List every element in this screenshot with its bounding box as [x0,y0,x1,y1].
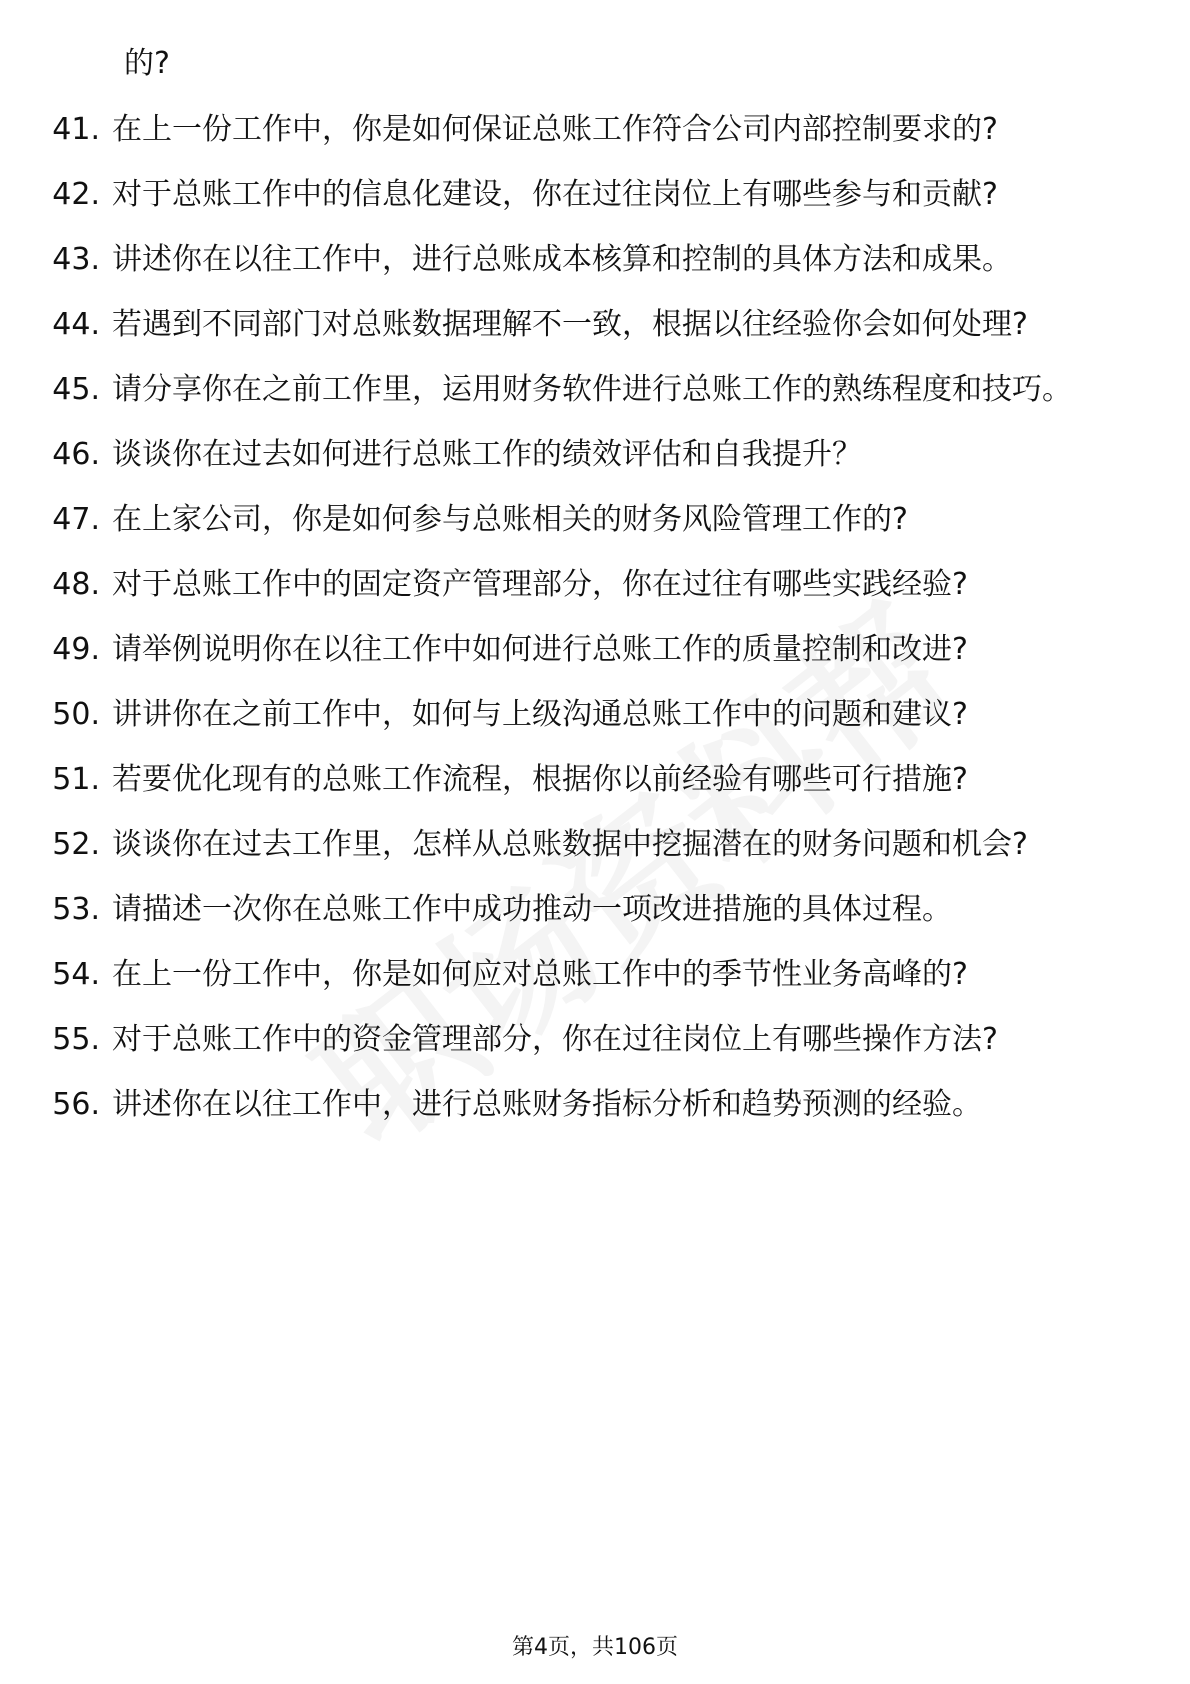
question-number: 44. [52,307,100,342]
question-list [0,110,1190,1150]
question-item [0,955,1190,995]
question-number: 43. [52,242,100,277]
question-item [0,890,1190,930]
question-text: 在上一份工作中，你是如何应对总账工作中的季节性业务高峰的? [112,957,968,992]
question-number: 49. [52,632,100,667]
question-item [0,370,1190,410]
question-item [0,1020,1190,1060]
question-text: 讲述你在以往工作中，进行总账成本核算和控制的具体方法和成果。 [112,242,1012,277]
question-item [0,695,1190,735]
question-number: 47. [52,502,100,537]
question-item [0,825,1190,865]
question-text: 讲讲你在之前工作中，如何与上级沟通总账工作中的问题和建议? [112,697,968,732]
question-item [0,435,1190,475]
question-item [0,630,1190,670]
question-number: 52. [52,827,100,862]
question-item [0,500,1190,540]
question-text: 请举例说明你在以往工作中如何进行总账工作的质量控制和改进? [112,632,968,667]
question-text: 对于总账工作中的信息化建设，你在过往岗位上有哪些参与和贡献? [112,177,998,212]
question-text: 谈谈你在过去工作里，怎样从总账数据中挖掘潜在的财务问题和机会? [112,827,1028,862]
question-number: 45. [52,372,100,407]
question-number: 46. [52,437,100,472]
question-number: 51. [52,762,100,797]
question-item [0,240,1190,280]
question-text: 讲述你在以往工作中，进行总账财务指标分析和趋势预测的经验。 [112,1087,982,1122]
question-text: 在上一份工作中，你是如何保证总账工作符合公司内部控制要求的? [112,112,998,147]
question-number: 56. [52,1087,100,1122]
page-footer: 第4页，共106页 [512,1635,678,1660]
question-text: 请分享你在之前工作里，运用财务软件进行总账工作的熟练程度和技巧。 [112,372,1072,407]
question-number: 41. [52,112,100,147]
question-text: 在上家公司，你是如何参与总账相关的财务风险管理工作的? [112,502,908,537]
question-number: 48. [52,567,100,602]
question-number: 53. [52,892,100,927]
question-item [0,1085,1190,1125]
question-text: 若遇到不同部门对总账数据理解不一致，根据以往经验你会如何处理? [112,307,1028,342]
question-text: 若要优化现有的总账工作流程，根据你以前经验有哪些可行措施? [112,762,968,797]
continued-question-text: 的? [124,46,170,81]
question-item [0,175,1190,215]
question-number: 50. [52,697,100,732]
question-text: 请描述一次你在总账工作中成功推动一项改进措施的具体过程。 [112,892,952,927]
question-item [0,565,1190,605]
question-item [0,110,1190,150]
question-item [0,305,1190,345]
question-number: 55. [52,1022,100,1057]
question-item [0,760,1190,800]
question-number: 42. [52,177,100,212]
question-number: 54. [52,957,100,992]
question-text: 对于总账工作中的固定资产管理部分，你在过往有哪些实践经验? [112,567,968,602]
question-text: 对于总账工作中的资金管理部分，你在过往岗位上有哪些操作方法? [112,1022,998,1057]
question-text: 谈谈你在过去如何进行总账工作的绩效评估和自我提升？ [112,437,862,472]
